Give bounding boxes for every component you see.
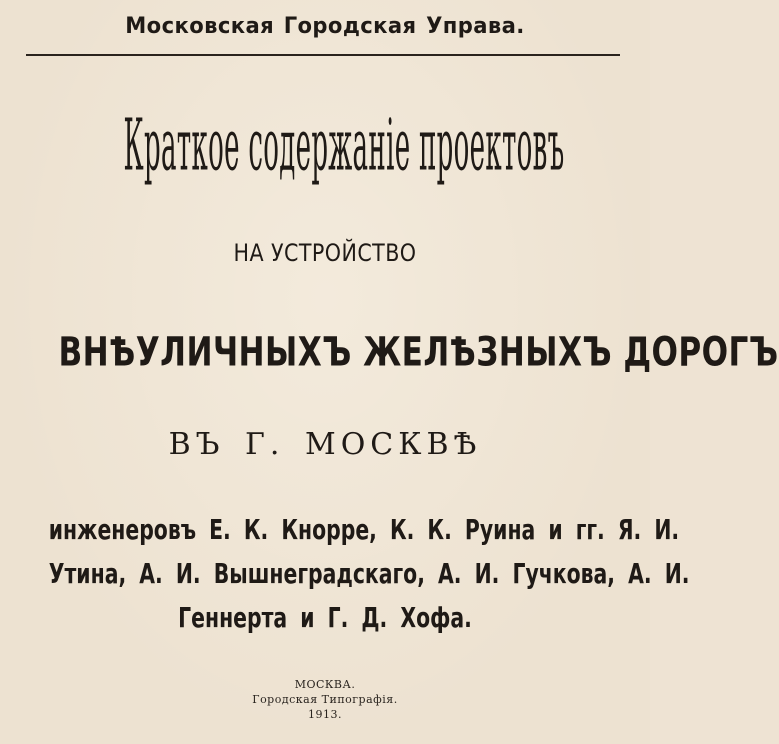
document-heading: ВНѢУЛИЧНЫХЪ ЖЕЛѢЗНЫХЪ ДОРОГЪ xyxy=(58,328,779,376)
header-divider xyxy=(26,54,620,56)
authors-line-1: инженеровъ Е. К. Кнорре, К. К. Руина и гг. Я. И. xyxy=(48,513,680,547)
authors-line-3: Геннерта и Г. Д. Хофа. xyxy=(178,601,472,635)
authors-line-2: Утина, А. И. Вышнеградскаго, А. И. Гучкова, А. И. xyxy=(48,557,690,591)
authors-block xyxy=(0,508,690,640)
document-title: Краткое содержаніе проектовъ xyxy=(123,103,565,187)
publisher-header: Московская Городская Управа. xyxy=(125,14,525,39)
imprint-city: МОСКВА. xyxy=(294,678,356,691)
document-subtitle: НА УСТРОЙСТВО xyxy=(233,239,417,267)
imprint-year: 1913. xyxy=(308,708,342,721)
city-line: ВЪ Г. МОСКВѢ xyxy=(168,427,482,462)
imprint-printer: Городская Типографія. xyxy=(252,693,398,706)
imprint-block xyxy=(0,677,650,722)
